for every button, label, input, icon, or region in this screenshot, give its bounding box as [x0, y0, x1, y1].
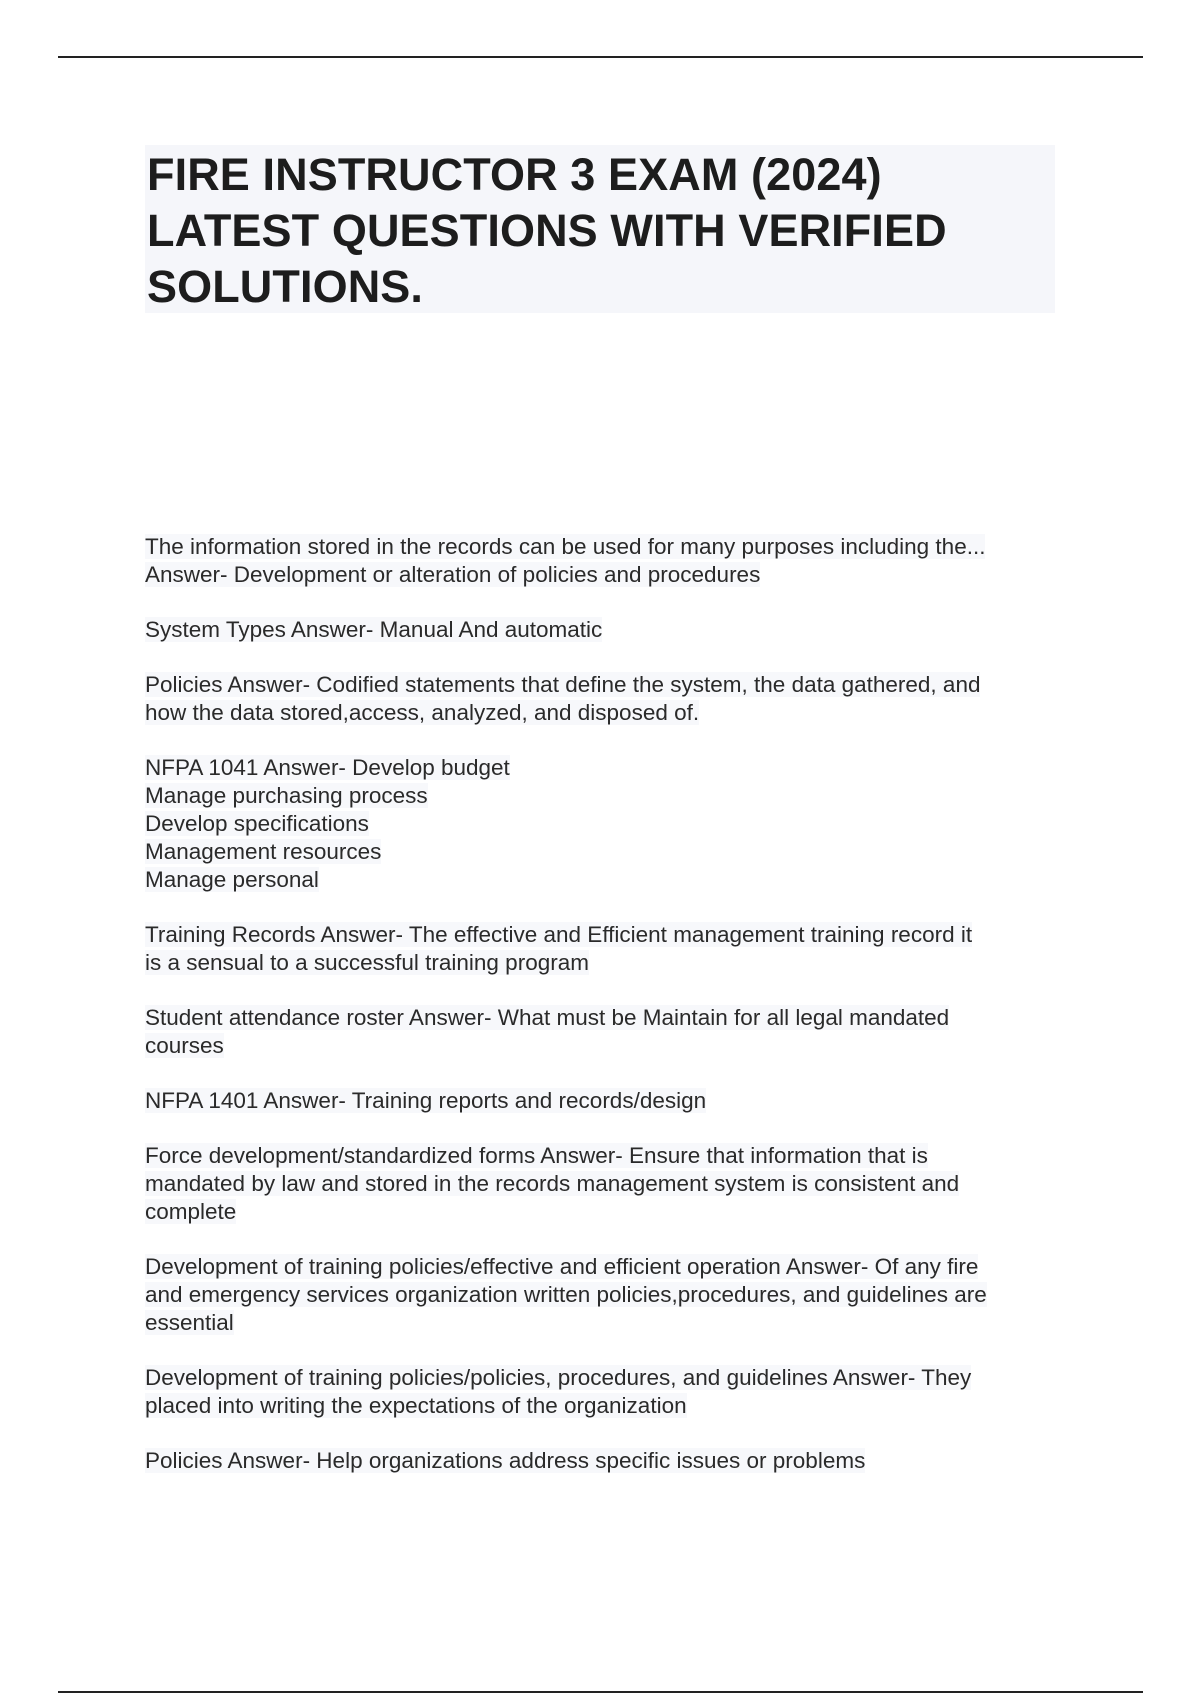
qa-text: Policies Answer- Help organizations address specific issues or problems	[145, 1448, 866, 1473]
qa-text: Development of training policies/policies, procedures, and guidelines Answer- They placed into writing the expectations of the organization	[145, 1365, 972, 1418]
qa-text: NFPA 1041 Answer- Develop budget Manage purchasing process Develop specifications Management resources Manage personal	[145, 755, 510, 892]
qa-text: Training Records Answer- The effective and Efficient management training record it is a sensual to a successful training program	[145, 922, 973, 975]
qa-item	[145, 1004, 1065, 1060]
top-rule	[58, 56, 1143, 58]
qa-item	[145, 616, 1065, 644]
qa-item	[145, 921, 1065, 977]
qa-item	[145, 1447, 1065, 1475]
qa-item	[145, 1087, 1065, 1115]
qa-item	[145, 1253, 1065, 1337]
qa-text: Student attendance roster Answer- What must be Maintain for all legal mandated courses	[145, 1005, 950, 1058]
qa-item	[145, 1364, 1065, 1420]
bottom-rule	[58, 1691, 1143, 1693]
qa-text: The information stored in the records can be used for many purposes including the... Answer- Development or alteration of policies and procedures	[145, 534, 986, 587]
qa-item	[145, 671, 1065, 727]
qa-text: System Types Answer- Manual And automatic	[145, 617, 603, 642]
qa-text: Development of training policies/effective and efficient operation Answer- Of any fire and emergency services organization written policies,procedures, and guidelines are essential	[145, 1254, 987, 1335]
qa-text: NFPA 1401 Answer- Training reports and records/design	[145, 1088, 707, 1113]
title-block	[145, 145, 1055, 313]
qa-item	[145, 754, 1065, 894]
qa-list	[145, 533, 1065, 1502]
qa-item	[145, 1142, 1065, 1226]
qa-text: Policies Answer- Codified statements that define the system, the data gathered, and how the data stored,access, analyzed, and disposed of.	[145, 672, 981, 725]
qa-item	[145, 533, 1065, 589]
qa-text: Force development/standardized forms Answer- Ensure that information that is mandated by law and stored in the records management system is consistent and complete	[145, 1143, 960, 1224]
document-title: FIRE INSTRUCTOR 3 EXAM (2024) LATEST QUESTIONS WITH VERIFIED SOLUTIONS.	[147, 149, 947, 312]
